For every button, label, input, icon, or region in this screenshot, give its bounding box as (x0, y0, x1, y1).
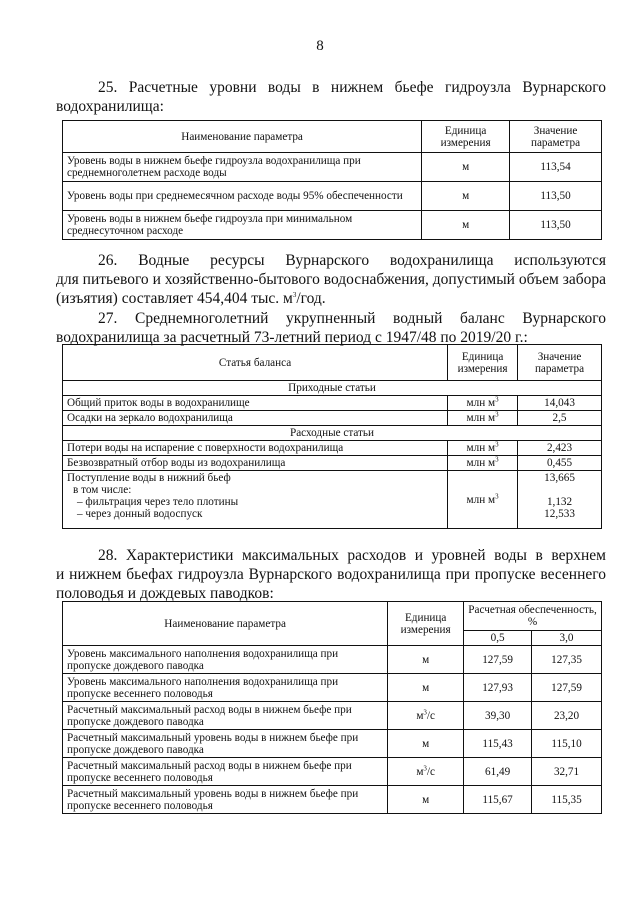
table-max-flows (62, 601, 602, 814)
header-unit: Единица измерения (448, 345, 518, 381)
table-row (63, 646, 602, 674)
row-unit: $м^3/с$ (388, 758, 464, 786)
row-value: 113,54 (510, 153, 602, 182)
row-value: 2,423 (518, 441, 602, 456)
table-row (63, 182, 602, 211)
section-28-line3: половодья и дождевых паводков: (56, 585, 274, 602)
row-unit: м (388, 786, 464, 814)
row-unit: млн $м^3$ (448, 396, 518, 411)
row-unit: м (422, 211, 510, 240)
row-value-30: 127,35 (532, 646, 602, 674)
header-prob-30: 3,0 (532, 631, 602, 646)
row-unit: млн $м^3$ (448, 471, 518, 529)
row-name: Расчетный максимальный расход воды в нижнем бьефе при пропуске дождевого паводка (63, 702, 388, 730)
row-value-30: 115,10 (532, 730, 602, 758)
section-28-heading (56, 546, 606, 603)
row-unit: м (388, 646, 464, 674)
section-25-line1: 25. Расчетные уровни воды в нижнем бьефе гидроузла Вурнарского (98, 79, 606, 96)
row-name: Уровень максимального наполнения водохранилища при пропуске весеннего половодья (63, 674, 388, 702)
header-unit: Единица измерения (422, 121, 510, 153)
section-26-text (56, 251, 606, 308)
row-name: Уровень воды в нижнем бьефе гидроузла водохранилища при среднемноголетнем расходе воды (63, 153, 422, 182)
table-row (63, 674, 602, 702)
row-value: 14,043 (518, 396, 602, 411)
section-25-line2: водохранилища: (56, 98, 164, 115)
row-value: 0,455 (518, 456, 602, 471)
row-unit: м (388, 674, 464, 702)
header-balance-item: Статья баланса (63, 345, 448, 381)
row-name: Уровень воды при среднемесячном расходе воды 95% обеспеченности (63, 182, 422, 211)
row-name: Уровень максимального наполнения водохранилища при пропуске дождевого паводка (63, 646, 388, 674)
header-param-name: Наименование параметра (63, 121, 422, 153)
section-27-heading (56, 309, 606, 347)
table-water-balance (62, 344, 602, 529)
row-value-05: 127,93 (464, 674, 532, 702)
row-name: Расчетный максимальный уровень воды в нижнем бьефе при пропуске весеннего половодья (63, 786, 388, 814)
section-28-line2: и нижнем бьефах гидроузла Вурнарского водохранилища при пропуске весеннего (56, 566, 606, 583)
row-name: Потери воды на испарение с поверхности водохранилища (63, 441, 448, 456)
row-value-05: 115,43 (464, 730, 532, 758)
table-row (63, 411, 602, 426)
table-row (63, 396, 602, 411)
row-unit: $м^3/с$ (388, 702, 464, 730)
table-row (63, 211, 602, 240)
row-name: Расчетный максимальный расход воды в нижнем бьефе при пропуске весеннего половодья (63, 758, 388, 786)
row-unit: м (388, 730, 464, 758)
table-row (63, 471, 602, 529)
table-row (63, 702, 602, 730)
section-28-line1: 28. Характеристики максимальных расходов и уровней воды в верхнем (98, 547, 606, 564)
row-unit: м (422, 153, 510, 182)
row-name: Уровень воды в нижнем бьефе гидроузла при минимальном среднесуточном расходе (63, 211, 422, 240)
row-name: Безвозвратный отбор воды из водохранилища (63, 456, 448, 471)
row-value-30: 32,71 (532, 758, 602, 786)
table-row (63, 730, 602, 758)
page-number: 8 (316, 38, 324, 54)
row-value-05: 127,59 (464, 646, 532, 674)
row-name: Осадки на зеркало водохранилища (63, 411, 448, 426)
section-25-heading (56, 78, 606, 116)
table-row (63, 153, 602, 182)
table-row (63, 786, 602, 814)
income-section-title: Приходные статьи (63, 381, 602, 396)
row-value: 2,5 (518, 411, 602, 426)
header-value: Значение параметра (518, 345, 602, 381)
row-value-05: 61,49 (464, 758, 532, 786)
expense-section-title: Расходные статьи (63, 426, 602, 441)
row-name: Расчетный максимальный уровень воды в нижнем бьефе при пропуске дождевого паводка (63, 730, 388, 758)
table-row (63, 441, 602, 456)
row-value-05: 39,30 (464, 702, 532, 730)
header-unit: Единица измерения (388, 602, 464, 646)
row-unit: млн $м^3$ (448, 411, 518, 426)
row-value: 13,665 1,132 12,533 (518, 471, 602, 529)
row-unit: млн $м^3$ (448, 456, 518, 471)
row-value-30: 127,59 (532, 674, 602, 702)
section-27-line2: водохранилища за расчетный 73-летний период с 1947/48 по 2019/20 г.: (56, 329, 528, 346)
section-27-line1: 27. Среднемноголетний укрупненный водный баланс Вурнарского (98, 310, 606, 327)
row-value: 113,50 (510, 182, 602, 211)
row-value: 113,50 (510, 211, 602, 240)
section-26-line1: 26. Водные ресурсы Вурнарского водохранилища используются (98, 252, 606, 269)
row-value-30: 23,20 (532, 702, 602, 730)
table-row (63, 758, 602, 786)
row-name: Поступление воды в нижний бьеф в том числе: – фильтрация через тело плотины – через донный водоспуск (63, 471, 448, 529)
header-prob-05: 0,5 (464, 631, 532, 646)
header-param-name: Наименование параметра (63, 602, 388, 646)
header-calc-probability: Расчетная обеспеченность, % (464, 602, 602, 631)
row-value-30: 115,35 (532, 786, 602, 814)
row-unit: м (422, 182, 510, 211)
row-name: Общий приток воды в водохранилище (63, 396, 448, 411)
section-26-line2: для питьевого и хозяйственно-бытового водоснабжения, допустимый объем забора (56, 271, 606, 288)
table-row (63, 456, 602, 471)
table-water-levels (62, 120, 602, 240)
header-value: Значение параметра (510, 121, 602, 153)
row-unit: млн $м^3$ (448, 441, 518, 456)
row-value-05: 115,67 (464, 786, 532, 814)
section-26-line3: (изъятия) составляет 454,404 тыс. $м^3$/год. (56, 290, 326, 307)
